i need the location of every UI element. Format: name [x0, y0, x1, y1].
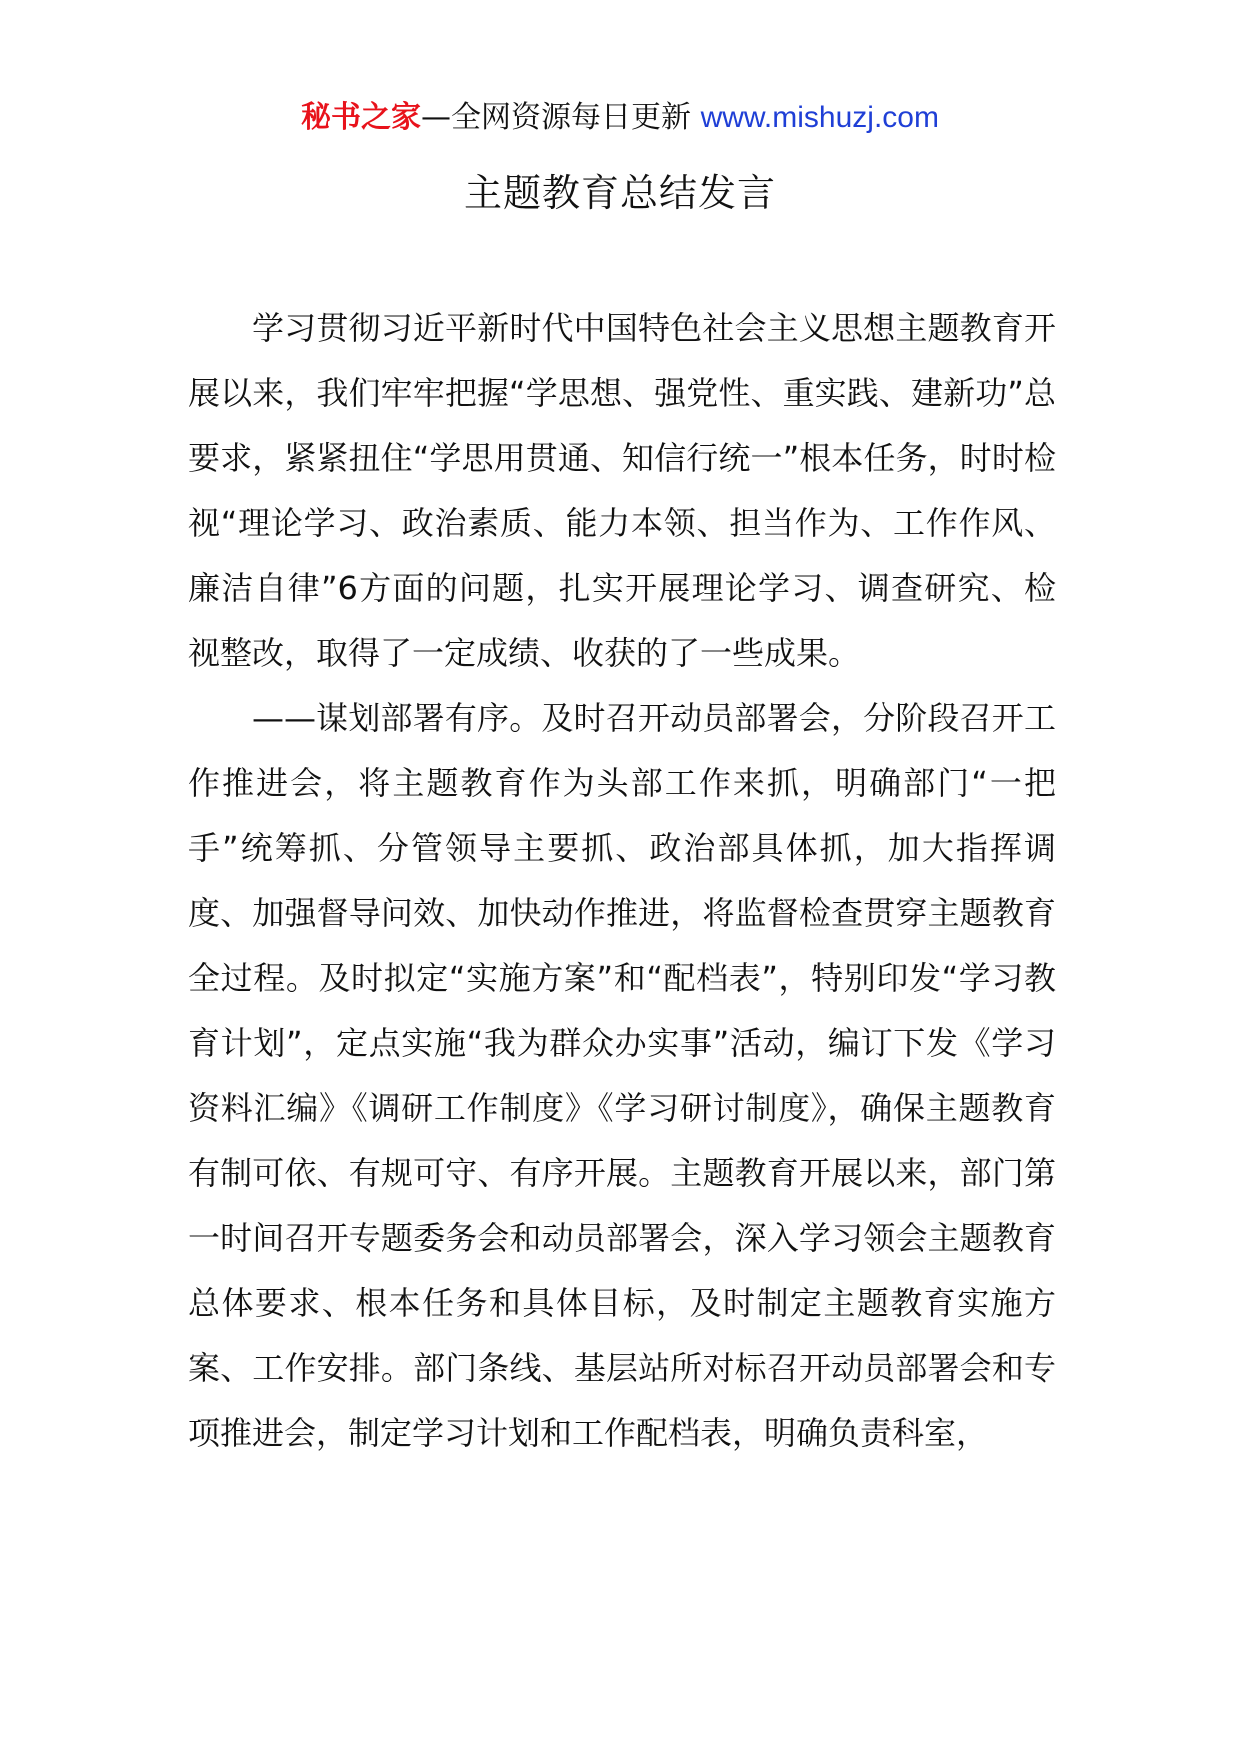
header-tagline: —全网资源每日更新: [421, 100, 692, 135]
document-title: 主题教育总结发言: [463, 171, 776, 215]
brand-name: 秘书之家: [301, 100, 422, 135]
site-url-link[interactable]: www.mishuzj.com: [700, 101, 939, 134]
site-header: [0, 98, 1240, 138]
paragraph-intro: 学习贯彻习近平新时代中国特色社会主义思想主题教育开展以来，我们牢牢把握“学思想、强党性、重实践、建新功”总要求，紧紧扭住“学思用贯通、知信行统一”根本任务，时时检视“理论学习、政治素质、能力本领、担当作为、工作作风、廉洁自律”6方面的问题，扎实开展理论学习、调查研究、检视整改，取得了一定成绩、收获的了一些成果。: [188, 309, 1056, 672]
document-body: [188, 296, 1056, 1466]
paragraph-planning: ——谋划部署有序。及时召开动员部署会，分阶段召开工作推进会，将主题教育作为头部工作来抓，明确部门“一把手”统筹抓、分管领导主要抓、政治部具体抓，加大指挥调度、加强督导问效、加快动作推进，将监督检查贯穿主题教育全过程。及时拟定“实施方案”和“配档表”，特别印发“学习教育计划”，定点实施“我为群众办实事”活动，编订下发《学习资料汇编》《调研工作制度》《学习研讨制度》，确保主题教育有制可依、有规可守、有序开展。主题教育开展以来，部门第一时间召开专题委务会和动员部署会，深入学习领会主题教育总体要求、根本任务和具体目标，及时制定主题教育实施方案、工作安排。部门条线、基层站所对标召开动员部署会和专项推进会，制定学习计划和工作配档表，明确负责科室，: [188, 699, 1056, 1452]
